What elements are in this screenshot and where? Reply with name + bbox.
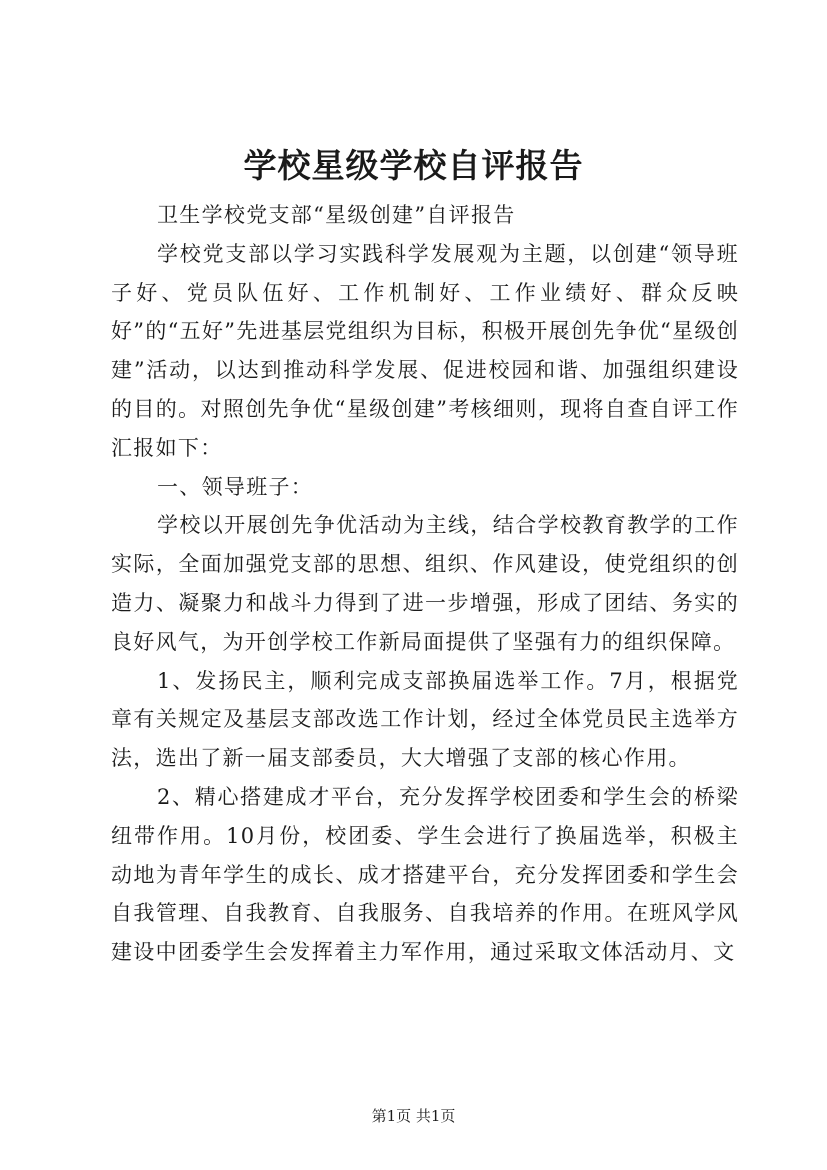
section-heading: 一、领导班子： [157,474,314,499]
body-paragraph: 2、精心搭建成才平台，充分发挥学校团委和学生会的桥梁纽带作用。10月份，校团委、学生会进行了换届选举，积极主动地为青年学生的成长、成才搭建平台，充分发挥团委和学生会自我管理、自我教育、自我服务、自我培养的作用。在班风学风建设中团委学生会发挥着主力军作用，通过采取文体活动月、文 [111,784,739,965]
document-body [111,196,739,972]
body-paragraph: 学校以开展创先争优活动为主线，结合学校教育教学的工作实际，全面加强党支部的思想、组织、作风建设，使党组织的创造力、凝聚力和战斗力得到了进一步增强，形成了团结、务实的良好风气，为开创学校工作新局面提供了坚强有力的组织保障。 [111,513,739,654]
subtitle-paragraph: 卫生学校党支部“星级创建”自评报告 [157,203,516,227]
page-number-footer: 第1页 共1页 [371,1107,456,1125]
document-title: 学校星级学校自评报告 [243,146,584,185]
intro-paragraph: 学校党支部以学习实践科学发展观为主题，以创建“领导班子好、党员队伍好、工作机制好、工作业绩好、群众反映好”的“五好”先进基层党组织为目标，积极开展创先争优“星级创建”活动，以达到推动科学发展、促进校园和谐、加强组织建设的目的。对照创先争优“星级创建”考核细则，现将自查自评工作汇报如下： [111,241,739,460]
body-paragraph: 1、发扬民主，顺利完成支部换届选举工作。7月，根据党章有关规定及基层支部改选工作计划，经过全体党员民主选举方法，选出了新一届支部委员，大大增强了支部的核心作用。 [111,668,739,771]
